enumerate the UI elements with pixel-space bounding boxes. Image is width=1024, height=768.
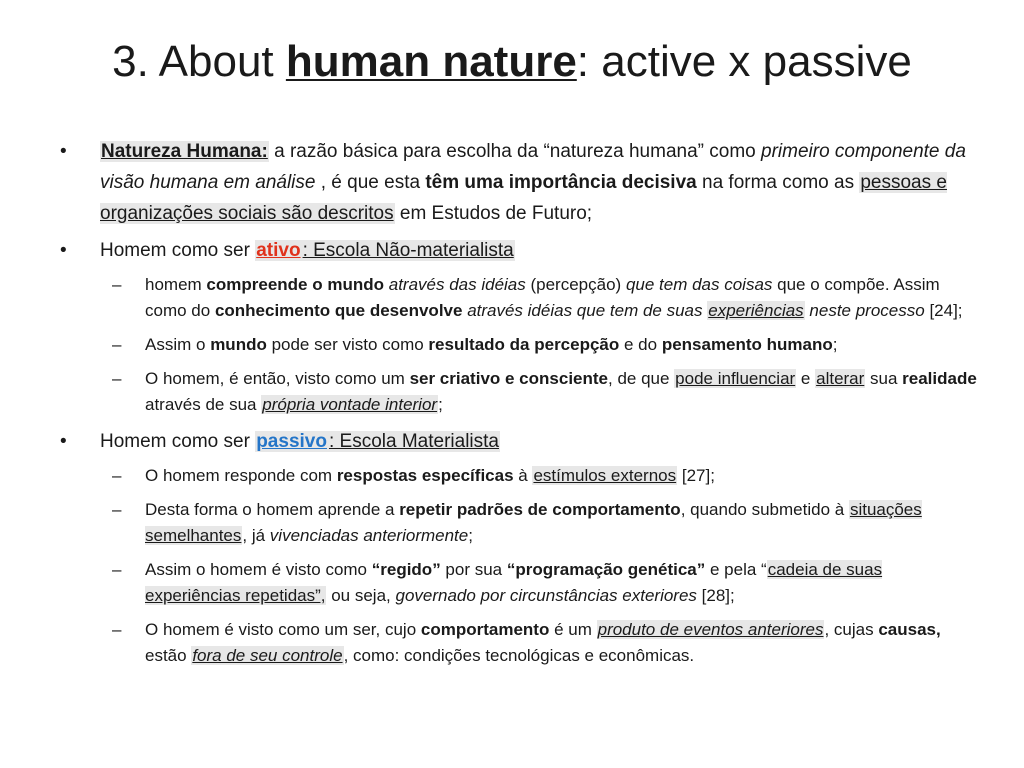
text: Homem como ser (100, 431, 256, 452)
text: O homem responde com (145, 466, 337, 485)
text: por sua (440, 560, 507, 579)
text-italic: através idéias que tem de suas (467, 301, 703, 320)
text-bold: repetir padrões de comportamento (399, 500, 681, 519)
text: homem (145, 275, 207, 294)
bullet-homem-passivo (60, 426, 980, 457)
bullet-icon: • (60, 431, 67, 452)
text-italic: primeiro componente da visão humana em análise (100, 141, 966, 193)
text: ; (832, 335, 838, 354)
sub-bullet-respostas (60, 463, 980, 489)
text: e pela “ (705, 560, 767, 579)
dash-icon: – (112, 560, 122, 579)
sub-bullet-mundo (60, 332, 980, 358)
dash-icon: – (112, 335, 122, 354)
text: O homem, é então, visto como um (145, 369, 410, 388)
text-bold: “programação genética” (506, 560, 706, 579)
text-bold: “regido” (371, 560, 441, 579)
text-bold: causas, (878, 620, 941, 639)
text: estão (145, 646, 192, 665)
text: Homem como ser (100, 240, 256, 261)
bullet-icon: • (60, 240, 67, 261)
text: a razão básica para escolha da “natureza humana” como (268, 141, 762, 162)
highlight-produto-eventos: produto de eventos anteriores (597, 620, 824, 639)
text: , como: condições tecnológicas e econômicas. (343, 646, 695, 665)
text-bold: respostas específicas (336, 466, 514, 485)
text-bold: pensamento humano (661, 335, 833, 354)
sub-bullet-repetir-padroes (60, 497, 980, 549)
text: pode ser visto como (266, 335, 429, 354)
term-passivo: passivo (256, 431, 327, 452)
highlight-cadeia-experiencias: cadeia de suas experiências repetidas”, (145, 560, 883, 605)
text: sua (865, 369, 903, 388)
text-bold: conhecimento que desenvolve (214, 301, 463, 320)
text-bold: realidade (902, 369, 977, 388)
bullet-icon: • (60, 141, 67, 162)
sub-bullet-compreende (60, 272, 980, 324)
text-italic: vivenciadas anteriormente (269, 526, 469, 545)
dash-icon: – (112, 620, 122, 639)
sub-bullet-comportamento (60, 617, 980, 669)
text-bold: compreende o mundo (206, 275, 384, 294)
slide-body (60, 136, 980, 677)
text-italic: governado por circunstâncias exteriores (395, 586, 697, 605)
text: através de sua (145, 395, 262, 414)
text: Assim o homem é visto como (145, 560, 372, 579)
text-italic: através das idéias (388, 275, 526, 294)
highlight-escola-nao-materialista: : Escola Não-materialista (302, 240, 514, 261)
text: [28]; (696, 586, 735, 605)
text-bold: mundo (210, 335, 267, 354)
text: Assim o (145, 335, 211, 354)
text: (percepção) (525, 275, 626, 294)
text: em Estudos de Futuro; (394, 203, 593, 224)
title-prefix: 3. About (112, 37, 286, 86)
text: O homem é visto como um ser, cujo (145, 620, 421, 639)
text: [27]; (677, 466, 715, 485)
text: e (796, 369, 816, 388)
bullet-natureza-humana (60, 136, 980, 229)
title-human-nature: human nature (285, 37, 577, 86)
text: e do (619, 335, 662, 354)
sub-bullet-regido (60, 557, 980, 609)
slide-title (0, 36, 1024, 88)
dash-icon: – (112, 275, 122, 294)
text: que o compõe. Assim como do (145, 275, 940, 320)
term-natureza-humana: Natureza Humana: (101, 141, 268, 162)
highlight-propria-vontade: própria vontade interior (262, 395, 438, 414)
text: ou seja, (326, 586, 396, 605)
dash-icon: – (112, 466, 122, 485)
text-bold: comportamento (420, 620, 550, 639)
text: [24]; (924, 301, 963, 320)
title-suffix: : active x passive (576, 37, 912, 86)
term-ativo: ativo (256, 240, 301, 261)
text: , cujas (824, 620, 879, 639)
text-bold: resultado da percepção (428, 335, 620, 354)
text-bold: ser criativo e consciente (409, 369, 608, 388)
dash-icon: – (112, 500, 122, 519)
highlight-escola-materialista: : Escola Materialista (328, 431, 499, 452)
text: , de que (608, 369, 675, 388)
text: Desta forma o homem aprende a (145, 500, 400, 519)
text: , quando submetido à (680, 500, 849, 519)
highlight-estimulos-externos: estímulos externos (533, 466, 677, 485)
text: é um (549, 620, 597, 639)
dash-icon: – (112, 369, 122, 388)
highlight-pessoas: pessoas e organizações sociais são descritos (100, 172, 947, 224)
text: , é que esta (315, 172, 426, 193)
text-bold: têm uma importância decisiva (425, 172, 697, 193)
bullet-homem-ativo (60, 235, 980, 266)
highlight-alterar: alterar (816, 369, 865, 388)
text: ; (438, 395, 443, 414)
highlight-situacoes-semelhantes: situações semelhantes (145, 500, 922, 545)
highlight-experiencias: experiências (708, 301, 804, 320)
sub-bullet-ser-criativo (60, 366, 980, 418)
text: , já (242, 526, 270, 545)
text: na forma como as (696, 172, 860, 193)
highlight-pode-influenciar: pode influenciar (675, 369, 796, 388)
text: à (513, 466, 533, 485)
text: ; (468, 526, 473, 545)
highlight-fora-controle: fora de seu controle (192, 646, 343, 665)
text-italic: neste processo (809, 301, 925, 320)
text-italic: que tem das coisas (625, 275, 773, 294)
